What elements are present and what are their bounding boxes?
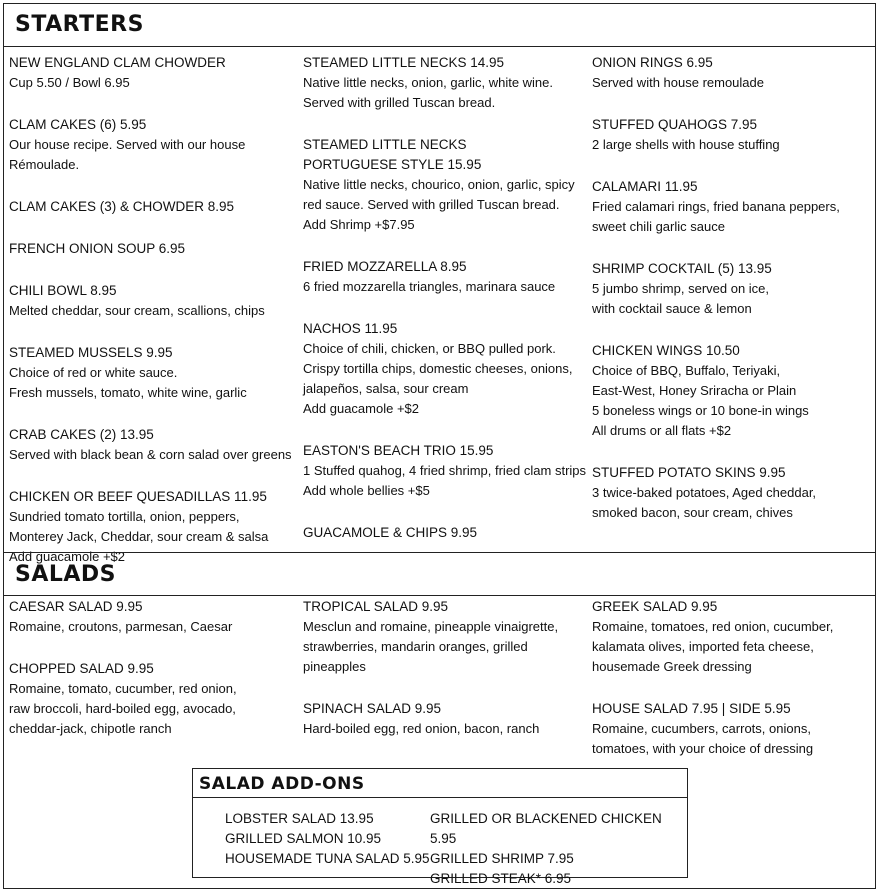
addon-item: HOUSEMADE TUNA SALAD 5.95 bbox=[225, 851, 430, 866]
addons-right-col bbox=[430, 809, 687, 889]
menu-item bbox=[303, 257, 588, 297]
menu-item bbox=[592, 463, 872, 523]
menu-item bbox=[592, 259, 872, 319]
menu-item bbox=[592, 53, 872, 93]
addon-item: GRILLED OR BLACKENED CHICKEN 5.95 bbox=[430, 811, 662, 846]
menu-item-description: Romaine, croutons, parmesan, Caesar bbox=[9, 619, 233, 634]
menu-item-title: SHRIMP COCKTAIL (5) 13.95 bbox=[592, 261, 772, 276]
menu-item bbox=[303, 597, 588, 677]
menu-item-title: GREEK SALAD 9.95 bbox=[592, 599, 718, 614]
menu-item-description: 3 twice-baked potatoes, Aged cheddar, smoked bacon, sour cream, chives bbox=[592, 485, 817, 520]
salad-addons-heading: SALAD ADD-ONS bbox=[193, 769, 687, 798]
menu-item bbox=[303, 319, 588, 419]
menu-item-description: Cup 5.50 / Bowl 6.95 bbox=[9, 75, 130, 90]
menu-item-description: Native little necks, chourico, onion, garlic, spicy red sauce. Served with grilled Tuscan bread. Add Shrimp +$7.95 bbox=[303, 177, 575, 232]
starters-col-1 bbox=[9, 53, 299, 589]
menu-item bbox=[9, 53, 299, 93]
menu-item-title: STEAMED LITTLE NECKS 14.95 bbox=[303, 55, 505, 70]
menu-item-description: Romaine, tomatoes, red onion, cucumber, kalamata olives, imported feta cheese, housemade Greek dressing bbox=[592, 619, 834, 674]
menu-item-description: Melted cheddar, sour cream, scallions, chips bbox=[9, 303, 265, 318]
menu-item-description: Choice of BBQ, Buffalo, Teriyaki, East-West, Honey Sriracha or Plain 5 boneless wings or 10 bone-in wings All drums or all flats +$2 bbox=[592, 363, 809, 438]
menu-item-title: STUFFED POTATO SKINS 9.95 bbox=[592, 465, 786, 480]
menu-item bbox=[303, 523, 588, 543]
menu-item-description: Fried calamari rings, fried banana peppers, sweet chili garlic sauce bbox=[592, 199, 840, 234]
menu-item-description: 2 large shells with house stuffing bbox=[592, 137, 780, 152]
menu-item bbox=[592, 115, 872, 155]
menu-item-title: GUACAMOLE & CHIPS 9.95 bbox=[303, 525, 478, 540]
menu-item bbox=[9, 343, 299, 403]
menu-item-title: CHILI BOWL 8.95 bbox=[9, 283, 117, 298]
menu-item-description: Our house recipe. Served with our house Rémoulade. bbox=[9, 137, 246, 172]
salad-addons-box bbox=[192, 768, 688, 886]
menu-item bbox=[9, 197, 299, 217]
salads-col-1 bbox=[9, 597, 299, 761]
menu-item-description: 1 Stuffed quahog, 4 fried shrimp, fried clam strips Add whole bellies +$5 bbox=[303, 463, 587, 498]
starters-col-3 bbox=[592, 53, 872, 545]
addon-item: GRILLED SALMON 10.95 bbox=[225, 831, 382, 846]
menu-item-description: Sundried tomato tortilla, onion, peppers, Monterey Jack, Cheddar, sour cream & salsa Add guacamole +$2 bbox=[9, 509, 269, 564]
menu-item-title: CLAM CAKES (6) 5.95 bbox=[9, 117, 147, 132]
menu-item-description: 5 jumbo shrimp, served on ice, with cocktail sauce & lemon bbox=[592, 281, 770, 316]
menu-item-title: NACHOS 11.95 bbox=[303, 321, 398, 336]
salads-col-2 bbox=[303, 597, 588, 761]
menu-item bbox=[9, 115, 299, 175]
menu-item bbox=[592, 597, 872, 677]
menu-item bbox=[592, 177, 872, 237]
menu-item-description: Served with black bean & corn salad over greens bbox=[9, 447, 292, 462]
menu-item-title: CHOPPED SALAD 9.95 bbox=[9, 661, 154, 676]
menu-item-title: FRENCH ONION SOUP 6.95 bbox=[9, 241, 186, 256]
menu-item bbox=[592, 699, 872, 759]
menu-item-title: NEW ENGLAND CLAM CHOWDER bbox=[9, 55, 226, 70]
menu-item-title: CLAM CAKES (3) & CHOWDER 8.95 bbox=[9, 199, 235, 214]
menu-item bbox=[303, 135, 588, 235]
addon-item: GRILLED STEAK* 6.95 bbox=[430, 871, 572, 886]
menu-item-description: Romaine, tomato, cucumber, red onion, raw broccoli, hard-boiled egg, avocado, cheddar-jack, chipotle ranch bbox=[9, 681, 237, 736]
menu-item bbox=[9, 659, 299, 739]
menu-item-title: ONION RINGS 6.95 bbox=[592, 55, 713, 70]
starters-col-2 bbox=[303, 53, 588, 565]
menu-item bbox=[9, 597, 299, 637]
menu-item-title: HOUSE SALAD 7.95 | SIDE 5.95 bbox=[592, 701, 791, 716]
menu-item-title: CHICKEN OR BEEF QUESADILLAS 11.95 bbox=[9, 489, 267, 504]
menu-item-title: STEAMED LITTLE NECKS PORTUGUESE STYLE 15.95 bbox=[303, 137, 482, 172]
menu-item bbox=[9, 425, 299, 465]
menu-item-title: STUFFED QUAHOGS 7.95 bbox=[592, 117, 758, 132]
menu-item-description: Native little necks, onion, garlic, white wine. Served with grilled Tuscan bread. bbox=[303, 75, 554, 110]
menu-item-title: TROPICAL SALAD 9.95 bbox=[303, 599, 449, 614]
menu-item-title: CALAMARI 11.95 bbox=[592, 179, 698, 194]
addon-item: GRILLED SHRIMP 7.95 bbox=[430, 851, 574, 866]
menu-item-title: CRAB CAKES (2) 13.95 bbox=[9, 427, 154, 442]
menu-item-title: CHICKEN WINGS 10.50 bbox=[592, 343, 740, 358]
menu-item-description: Choice of chili, chicken, or BBQ pulled pork. Crispy tortilla chips, domestic cheeses, onions, jalapeños, salsa, sour cream Add guacamole +$2 bbox=[303, 341, 573, 416]
menu-item bbox=[9, 239, 299, 259]
menu-item-description: Hard-boiled egg, red onion, bacon, ranch bbox=[303, 721, 540, 736]
menu-item-title: CAESAR SALAD 9.95 bbox=[9, 599, 143, 614]
starters-heading: STARTERS bbox=[3, 3, 876, 47]
menu-item-description: Mesclun and romaine, pineapple vinaigrette, strawberries, mandarin oranges, grilled pineapples bbox=[303, 619, 559, 674]
menu-item bbox=[303, 441, 588, 501]
salads-col-3 bbox=[592, 597, 872, 781]
menu-item-description: 6 fried mozzarella triangles, marinara sauce bbox=[303, 279, 556, 294]
menu-item-title: EASTON'S BEACH TRIO 15.95 bbox=[303, 443, 494, 458]
menu-item bbox=[303, 53, 588, 113]
menu-item bbox=[303, 699, 588, 739]
menu-item-title: STEAMED MUSSELS 9.95 bbox=[9, 345, 173, 360]
menu-item-description: Romaine, cucumbers, carrots, onions, tomatoes, with your choice of dressing bbox=[592, 721, 814, 756]
menu-item-description: Choice of red or white sauce. Fresh mussels, tomato, white wine, garlic bbox=[9, 365, 247, 400]
menu-item bbox=[9, 281, 299, 321]
addon-item: LOBSTER SALAD 13.95 bbox=[225, 811, 374, 826]
menu-item-title: FRIED MOZZARELLA 8.95 bbox=[303, 259, 467, 274]
salads-heading: SALADS bbox=[3, 552, 876, 596]
addons-left-col bbox=[225, 809, 430, 869]
menu-item-title: SPINACH SALAD 9.95 bbox=[303, 701, 442, 716]
menu-item bbox=[592, 341, 872, 441]
menu-item-description: Served with house remoulade bbox=[592, 75, 764, 90]
